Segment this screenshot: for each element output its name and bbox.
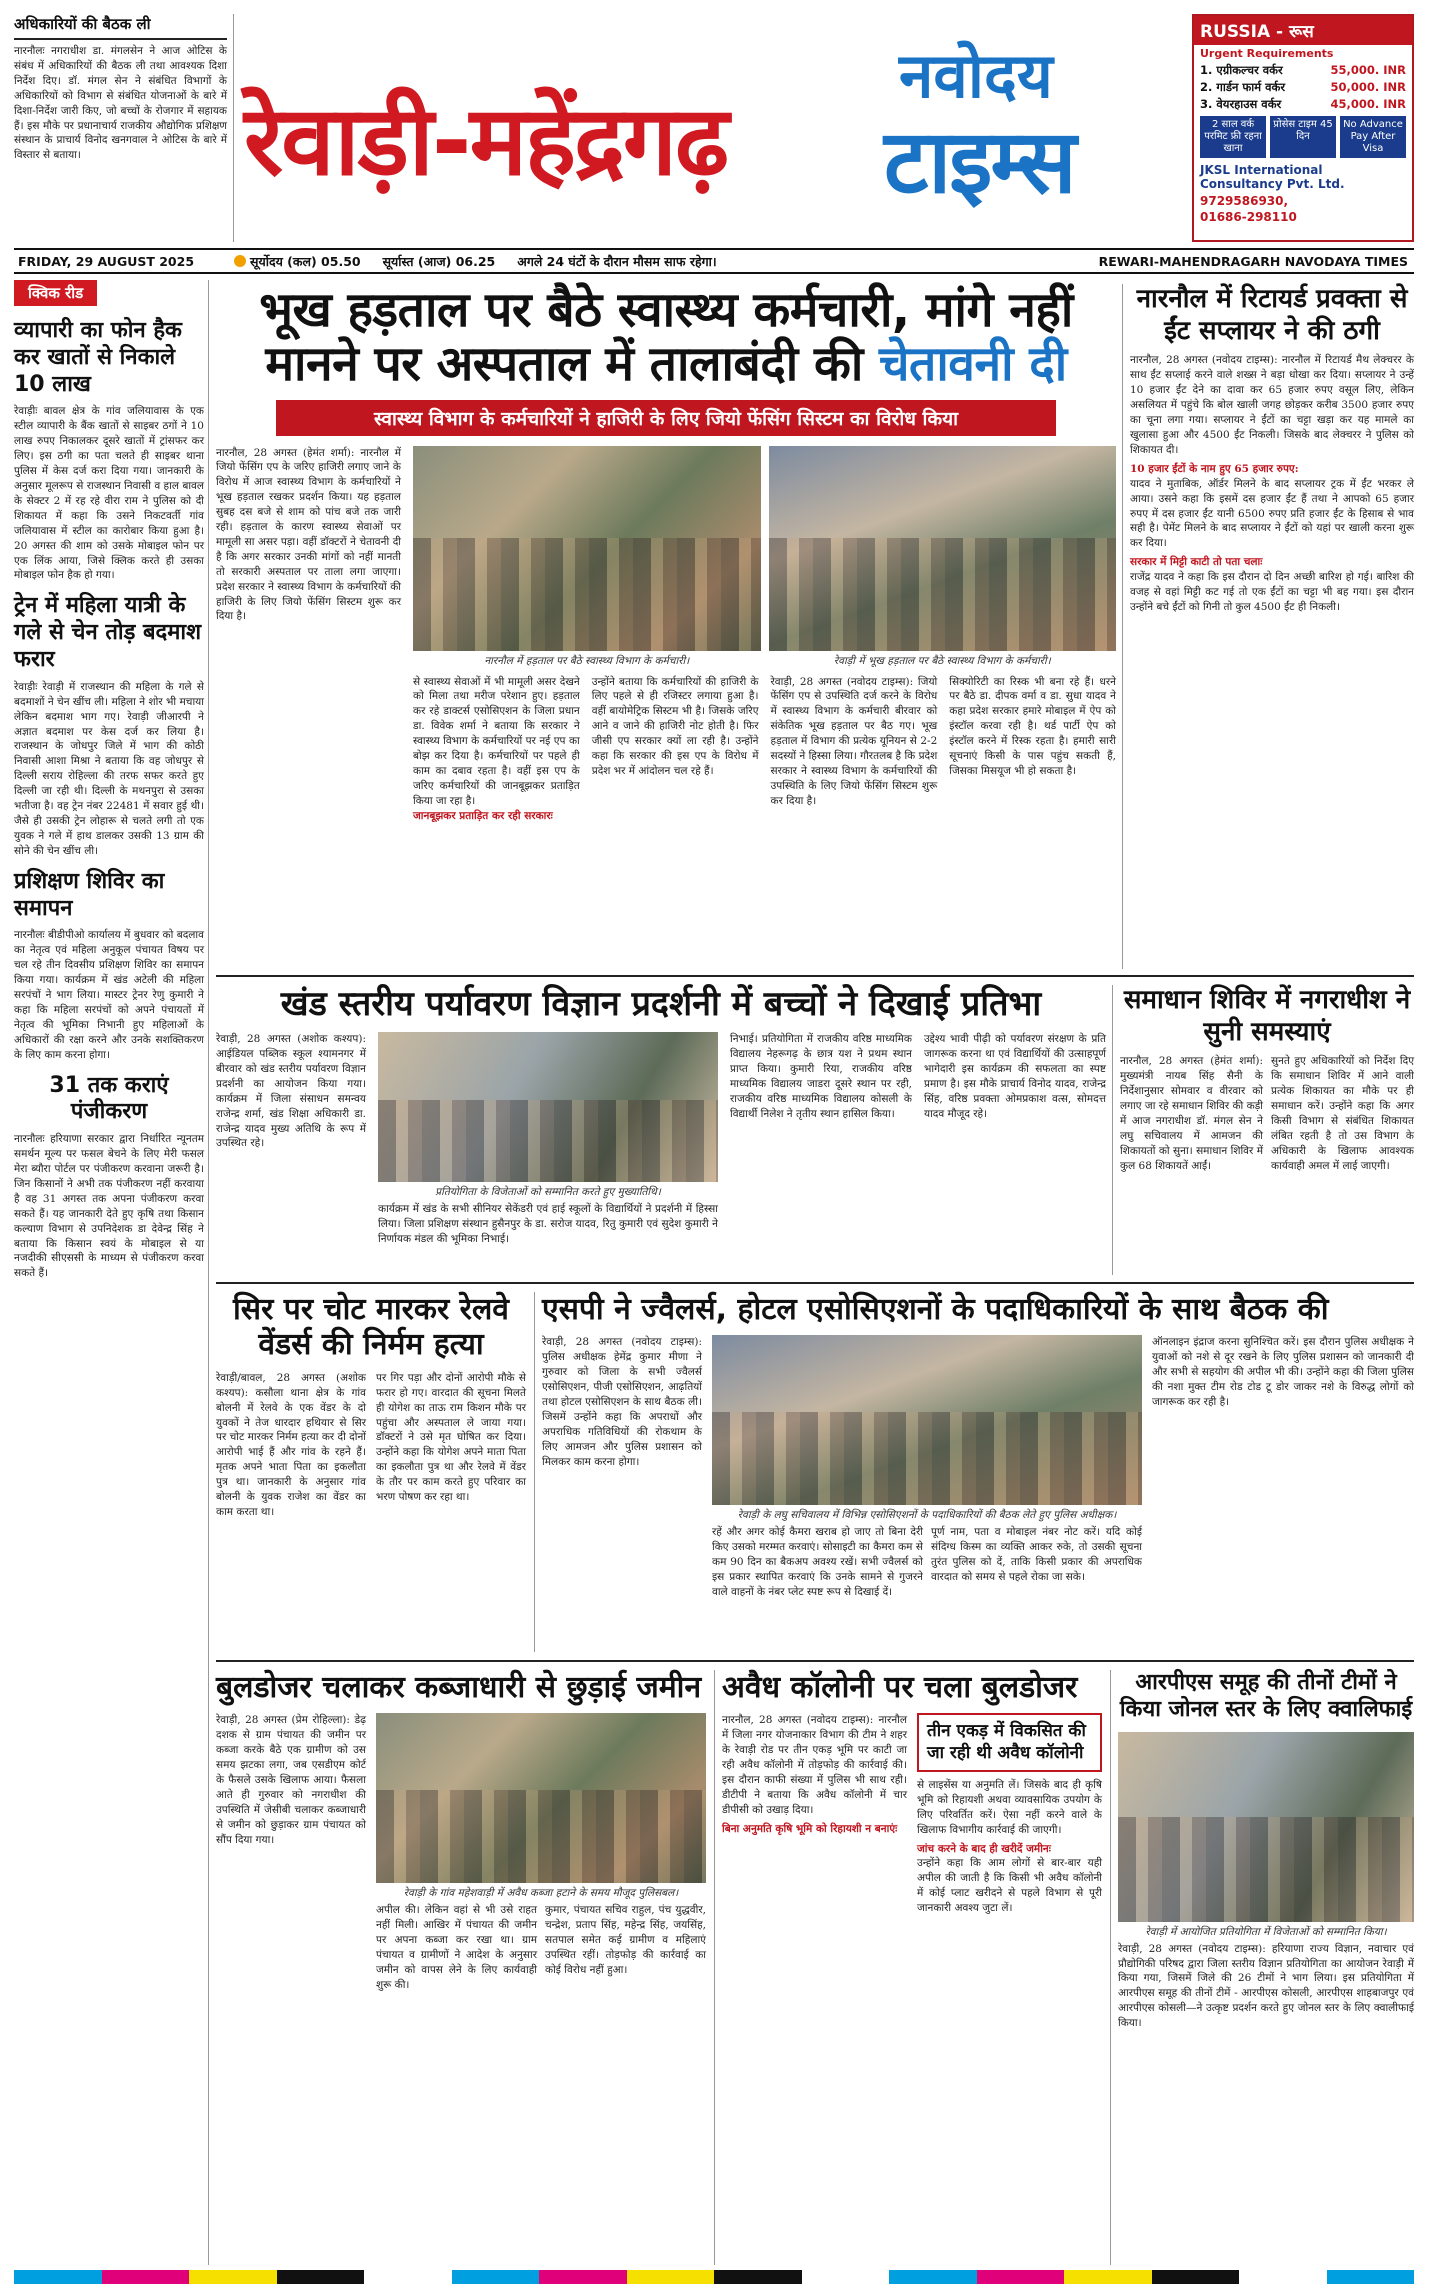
- section-divider: [216, 975, 1414, 977]
- story-body: सिक्योरिटी का रिस्क भी बना रहे हैं। धरने पर बैठे डा. दीपक वर्मा व डा. सुधा यादव ने कहा प्रदेश सरकार हमारे मोबाइल में ऐप को इंस्टॉल करवा रही है। थर्ड पार्टी ऐप को इंस्टॉल करने में रिस्क रहता है। हमारी सारी सूचनाएं किसी के पास पहुंच सकती हैं, जिसका मिसयूज भी हो सकता है।: [949, 675, 1116, 777]
- story-headline[interactable]: प्रशिक्षण शिविर का समापन: [14, 868, 165, 921]
- sun-icon: [234, 255, 246, 267]
- ad-country: RUSSIA - रूस: [1194, 16, 1412, 45]
- story-body: ऑनलाइन इंद्राज करना सुनिश्चित करें। इस दौरान पुलिस अधीक्षक ने युवाओं को नशे से दूर रखने के लिए पुलिस प्रशासन को जानकारी दी और सभी से सहयोग की अपील भी की। उन्होंने कहा की जिला पुलिस की नशा मुक्त टीम रोड टोड टू डोर जाकर नशे के विरुद्ध लोगों को जागरूक कर रही है।: [1152, 1336, 1414, 1409]
- story-body: रेवाड़ीः रेवाड़ी में राजस्थान की महिला के गले से बदमाशों ने चेन खींच ली। महिला ने शोर भी मचाया लेकिन बदमाश भाग गए। रेवाड़ी जीआरपी ने अज्ञात बदमाश पर केस दर्ज कर लिया है। राजस्थान के जोधपुर जिले में भाग की कोठी निवासी आशा मिश्रा ने बताया कि वह जोधपुर से दिल्ली सराय रोहिल्ला की तरफ सफर करते हुए दिल्ली जा रही थी। दिल्ली के मथनपुरा से उसका भतीजा है। वह ट्रेन नंबर 22481 में सवार हुई थी। जैसे ही उसकी ट्रेन लोहारू से चलते लगी तो एक युवक ने गले में हाथ डालकर उसकी 13 ग्राम की सोने की चेन खींच ली।: [14, 680, 204, 857]
- masthead: [14, 14, 1414, 242]
- ad-job-name: 1. एग्रीकल्चर वर्कर: [1200, 63, 1283, 77]
- column-divider: [534, 1292, 535, 1652]
- story-headline[interactable]: सिर पर चोट मारकर रेलवे वेंडर्स की निर्मम हत्या: [233, 1292, 509, 1363]
- newspaper-title: [244, 32, 1164, 232]
- column-divider: [714, 1670, 715, 2265]
- print-color-bars: [14, 2270, 1414, 2284]
- ad-phone[interactable]: 9729586930,: [1200, 194, 1289, 208]
- sunset: [383, 253, 496, 270]
- photo-exhibition: [378, 1032, 718, 1182]
- story-body: निभाई। प्रतियोगिता में राजकीय वरिष्ठ माध्यमिक विद्यालय नेहरूगढ़ के छात्र यश ने प्रथम स्थान प्राप्त किया। कुमारी रिया, राजकीय वरिष्ठ माध्यमिक विद्यालय जाडरा दूसरे स्थान पर रही, राजकीय वरिष्ठ माध्यमिक विद्यालय कोसली के विद्यार्थी निलेश ने तृतीय स्थान हासिल किया।: [730, 1033, 912, 1120]
- ad-job-row: [1194, 96, 1412, 113]
- ad-feature: 2 साल वर्क परमिट फ्री रहना खाना: [1200, 116, 1266, 158]
- brief-title: अधिकारियों की बैठक ली: [14, 14, 227, 40]
- column-divider: [1122, 284, 1123, 969]
- title-top: नवोदय: [899, 39, 1053, 112]
- quick-read-label: क्विक रीड: [14, 280, 97, 306]
- story-subhead: बिना अनुमति कृषि भूमि को रिहायशी न बनाएंः: [722, 1822, 898, 1835]
- lead-col: [216, 446, 401, 824]
- title-main: रेवाड़ी-महेंद्रगढ़: [244, 85, 728, 197]
- bulldozer-land-story: [216, 1670, 706, 1993]
- story-body: रेवाड़ी, 28 अगस्त (नवोदय टाइम्स): पुलिस अधीक्षक हेमेंद्र कुमार मीणा ने गुरुवार को जिला के सभी ज्वैलर्स एसोसिएशन, पीजी एसोसिएशन, आढ़तियों तथा होटल एसोसिएशन के साथ बैठक ली। जिसमें उन्होंने कहा कि अपराधों और अपराधिक गतिविधियों की रोकथाम के लिए आमजन और पुलिस प्रशासन को मिलकर काम करना होगा।: [542, 1336, 702, 1468]
- photo-sp-meeting: [712, 1335, 1142, 1505]
- story-subhead: जानबूझकर प्रताड़ित कर रही सरकारः: [413, 809, 553, 822]
- story-headline[interactable]: बुलडोजर चलाकर कब्जाधारी से छुड़ाई जमीन: [216, 1670, 702, 1705]
- lead-photos: [413, 446, 1116, 824]
- issue-date: FRIDAY, 29 AUGUST 2025: [18, 253, 195, 269]
- story-headline[interactable]: एसपी ने ज्वैलर्स, होटल एसोसिएशनों के पदाधिकारियों के साथ बैठक की: [542, 1292, 1329, 1327]
- lead-kicker: स्वास्थ्य विभाग के कर्मचारियों ने हाजिरी के लिए जियो फेंसिंग सिस्टम का विरोध किया: [276, 400, 1056, 436]
- title-right: टाइम्स: [884, 110, 1075, 213]
- story-body: अपील की। लेकिन वहां से भी उसे राहत नहीं मिली। आखिर में पंचायत की जमीन पर अपना कब्जा कर रखा था। ग्राम पंचायत व ग्रामीणों ने आदेश के अनुसार जमीन को वापस लेने के लिए कार्यवाही शुरू की।: [376, 1904, 537, 1991]
- story-body: से लाइसेंस या अनुमति लें। जिसके बाद ही कृषि भूमि को रिहायशी अथवा व्यावसायिक उपयोग के लिए परिवर्तित करें। ऐसा नहीं करने वाले के खिलाफ विभागीय कार्रवाई की जाएगी।: [917, 1778, 1102, 1836]
- quick-read-column: [14, 280, 204, 2280]
- story-headline[interactable]: 31 तक कराएं पंजीकरण: [49, 1072, 169, 1125]
- section-divider: [216, 1660, 1414, 1662]
- story-body: पूर्ण नाम, पता व मोबाइल नंबर नोट करें। यदि कोई संदिग्ध किस्म का व्यक्ति आकर रुके, तो उसकी सूचना तुरंत पुलिस को दें, ताकि किसी प्रकार की अपराधिक वारदात को समय से पहले रोका जा सके।: [931, 1526, 1142, 1584]
- narnaul-fraud-story: [1130, 284, 1414, 615]
- ad-job-row: [1194, 79, 1412, 96]
- ad-job-pay: 45,000. INR: [1330, 97, 1406, 111]
- ad-features: [1194, 113, 1412, 161]
- story-body: नारनौलः हरियाणा सरकार द्वारा निर्धारित न्यूनतम समर्थन मूल्य पर फसल बेचने के लिए मेरी फसल मेरा ब्यौरा पोर्टल पर पंजीकरण करवाना जरूरी है। जिन किसानों ने अभी तक पंजीकरण नहीं करवाया है वह 31 अगस्त तक अपना पंजीकरण करवा सकते हैं। यह जानकारी देते हुए कृषि तथा किसान कल्याण विभाग से उपनिदेशक डा देवेन्द्र सिंह ने बताया कि किसान स्वयं के मोबाइल से या नजदीकी सीएससी के माध्यम से पंजीकरण करवा सकते हैं।: [14, 1133, 204, 1280]
- exhibition-story: [216, 985, 1106, 1247]
- column-divider: [208, 280, 209, 2265]
- story-body: उन्होंने कहा कि आम लोगों से बार-बार यही अपील की जाती है कि किसी भी अवैध कॉलोनी में कोई प्लाट खरीदने से पहले विभाग से पूरी जानकारी अवश्य जुटा लें।: [917, 1857, 1102, 1915]
- ad-feature: प्रोसेस टाइम 45 दिन: [1270, 116, 1336, 158]
- ad-job-name: 2. गार्डन फार्म वर्कर: [1200, 80, 1286, 94]
- story-body: यादव ने मुताबिक, ऑर्डर मिलने के बाद सप्लायर ट्रक में ईंट भरकर ले आया। उसने कहा कि इसमें दस हजार ईंट हैं तथा ने आपको 65 हजार रुपए में दस हजार ईंट यानी 6500 रुपए प्रति हजार ईंट के हिसाब से भाव सही है। पेमेंट मिलने के बाद सप्लायर ने ईंटों को यहां पर खाली करना शुरू कर दिया।: [1130, 477, 1414, 550]
- story-body: कार्यक्रम में खंड के सभी सीनियर सेकेंडरी एवं हाई स्कूलों के विद्यार्थियों ने प्रदर्शनी में हिस्सा लिया। जिला प्रशिक्षण संस्थान हुसैनपुर के डा. सरोज यादव, रितु कुमारी एवं सुदेश कुमारी ने निर्णायक मंडल की भूमिका निभाई।: [378, 1203, 718, 1245]
- ad-job-name: 3. वेयरहाउस वर्कर: [1200, 97, 1282, 111]
- ad-phone[interactable]: 01686-298110: [1200, 210, 1297, 224]
- lead-story: [216, 284, 1116, 824]
- story-body: नारनौल, 28 अगस्त (हेमंत शर्मा): नारनौल में जियो फेंसिंग एप के जरिए हाजिरी लगाए जाने के विरोध में आज स्वास्थ्य विभाग के कर्मचारियों ने भूख हड़ताल रखकर प्रदर्शन किया। यह हड़ताल सुबह दस बजे से शाम को पांच बजे तक जारी रही। हड़ताल के कारण स्वास्थ्य सेवाओं पर मामूली सा असर पड़ा। वहीं डॉक्टरों ने चेतावनी दी है कि अगर सरकार उनकी मांगों को नहीं मानती तो सरकारी अस्पताल पर ताला लगा जाएगा। प्रदेश सरकार ने स्वास्थ्य विभाग के कर्मचारियों की हाजिरी के लिए जियो फेंसिंग सिस्टम शुरू कर दिया है।: [216, 446, 401, 623]
- lead-headline-accent: चेतावनी दी: [878, 335, 1067, 392]
- story-body: राजेंद्र यादव ने कहा कि इस दौरान दो दिन अच्छी बारिश हो गई। बारिश की वजह से वहां मिट्टी कट गई तो एक ईंटों का चट्टा भी बह गया। इस दौरान उन्होंने बचे ईंटों को गिनी तो कुल 4500 ईंट ही निकली।: [1130, 571, 1414, 613]
- story-subhead: 10 हजार ईंटों के नाम हुए 65 हजार रुपए:: [1130, 462, 1299, 475]
- story-body: से स्वास्थ्य सेवाओं में भी मामूली असर देखने को मिला तथा मरीज परेशान हुए। हड़ताल कर रहे डाक्टर्स एसोसिएशन के जिला प्रधान डा. विवेक शर्मा ने बताया कि सरकार ने स्वास्थ्य विभाग के कर्मचारियों पर नई एप का बोझ कर दिया है। कर्मचारियों पर पहले ही काम का दबाव रहता है। वहीं इस एप के जरिए कर्मचारियों की जानबूझकर प्रताड़ित किया जा रहा है।: [413, 675, 580, 807]
- story-headline[interactable]: समाधान शिविर में नगराधीश ने सुनी समस्याएं: [1123, 985, 1411, 1047]
- photo-caption: रेवाड़ी के गांव महेशवाड़ी में अवैध कब्जा हटाने के समय मौजूद पुलिसबल।: [403, 1887, 679, 1900]
- story-body: रेवाड़ी, 28 अगस्त (नवोदय टाइम्स): हरियाणा राज्य विज्ञान, नवाचार एवं प्रौद्योगिकी परिषद द्वारा जिला स्तरीय विज्ञान प्रतियोगिता का आयोजन रेवाड़ी में किया गया, जिसमें जिले की 26 टीमों ने भाग लिया। इस प्रतियोगिता में आरपीएस समूह की तीनों टीमें - आरपीएस कोसली, आरपीएस शाहबाजपुर एवं आरपीएस कोसली—ने उत्कृष्ट प्रदर्शन करते हुए जोनल स्तर के लिए क्वालीफाई किया।: [1118, 1942, 1414, 2030]
- story-body: नारनौलः बीडीपीओ कार्यालय में बुधवार को बदलाव का नेतृत्व एवं महिला अनुकूल पंचायत विषय पर चल रहे तीन दिवसीय प्रशिक्षण शिविर का समापन किया गया। कार्यक्रम में खंड अटेली की महिला सरपंचों ने भाग लिया। मास्टर ट्रेनर रेणु कुमारी ने कहा कि महिला सरपंचों को अपने पंचायतों में नेतृत्व की भूमिका निभानी हुए महिलाओं के अधिकारों की रक्षा करने और उनके सशक्तिकरण के लिए काम करना होगा।: [14, 929, 204, 1061]
- lead-headline-line1: भूख हड़ताल पर बैठे स्वास्थ्य कर्मचारी, मांगे नहीं: [259, 282, 1073, 338]
- story-headline[interactable]: नारनौल में रिटायर्ड प्रवक्ता से ईंट सप्लायर ने की ठगी: [1136, 284, 1408, 346]
- story-headline[interactable]: आरपीएस समूह की तीनों टीमों ने किया जोनल स्तर के लिए क्वालिफाई: [1119, 1670, 1413, 1722]
- photo-caption: रेवाड़ी के लघु सचिवालय में विभिन्न एसोसिएशनों के पदाधिकारियों की बैठक लेते हुए पुलिस अधीक्षक।: [737, 1509, 1117, 1522]
- story-body: रेवाड़ी/बावल, 28 अगस्त (अशोक कश्यप): कसौला थाना क्षेत्र के गांव बोलनी में रेलवे के एक वेंडर के दो युवकों ने तेज धारदार हथियार से सिर पर चोट मारकर निर्मम हत्या कर दी दोनों आरोपी भाई हैं और गांव के रहने हैं। मृतक अपने भाता पिता का इकलौता पुत्र था। जानकारी के अनुसार गांव बोलनी के युवक राजेश का वेंडर का काम करता था।: [216, 1371, 366, 1518]
- sp-meeting-story: [542, 1292, 1414, 1600]
- photo-strike-narnaul: [413, 446, 761, 651]
- sunrise-time: 05.50: [321, 253, 361, 269]
- story-body: रेवाड़ी, 28 अगस्त (प्रेम रोहिल्ला): डेढ़ दशक से ग्राम पंचायत की जमीन पर कब्जा करके बैठे एक ग्रामीण को उस समय झटका लगा, जब एसडीएम कोर्ट के फैसले उसके खिलाफ आया। फैसला आते ही गुरुवार को नगराधीश की उपस्थिति में जेसीबी चलाकर कब्जाधारी से जमीन को छुड़ाकर ग्राम पंचायत को सौंप दिया गया।: [216, 1714, 366, 1846]
- story-body: नारनौल, 28 अगस्त (हेमंत शर्मा): मुख्यमंत्री नायब सिंह सैनी के निर्देशानुसार सोमवार व वीरवार को लगाए जा रहे समाधान शिविर की कड़ी में आज नगराधीश डॉ. मंगल सेन ने लघु सचिवालय में आमजन की शिकायतों को सुना। समाधान शिविर में कुल 68 शिकायतें आईं।: [1120, 1055, 1263, 1172]
- brand-name: REWARI-MAHENDRAGARH NAVODAYA TIMES: [1098, 253, 1408, 269]
- story-headline[interactable]: खंड स्तरीय पर्यावरण विज्ञान प्रदर्शनी में बच्चों ने दिखाई प्रतिभा: [280, 984, 1042, 1024]
- column-divider: [1112, 985, 1113, 1275]
- rps-story: [1118, 1670, 1414, 2031]
- story-body: रहें और अगर कोई कैमरा खराब हो जाए तो बिना देरी किए उसको मरम्मत करवाएं। सोसाइटी का कैमरा कम से कम 90 दिन का बैकअप अवश्य रखें। सभी ज्वैलर्स को इस प्रकार स्थापित करवाएं कि उनके सामने से गुजरने वाले वाहनों के नंबर प्लेट स्पष्ट रूप से दिखाई दें।: [712, 1526, 923, 1599]
- story-body: सुनते हुए अधिकारियों को निर्देश दिए कि समाधान शिविर में आने वाली प्रत्येक शिकायत का मौके पर ही समाधान करें। उन्होंने कहा कि अगर किसी विभाग से संबंधित शिकायत लंबित रहती है तो उस विभाग के अधिकारी के खिलाफ आवश्यक कार्यवाही अमल में लाई जाएगी।: [1271, 1055, 1414, 1172]
- story-body: नारनौल, 28 अगस्त (नवोदय टाइम्स): नारनौल में जिला नगर योजनाकार विभाग की टीम ने शहर के रेवाड़ी रोड पर तीन एकड़ भूमि पर काटी जा रही अवैध कॉलोनी में तोड़फोड़ की कार्रवाई की। इस दौरान काफी संख्या में पुलिस भी साथ रही। डीटीपी ने बताया कि अवैध कॉलोनी में चार डीपीसी को उखाड़ दिया।: [722, 1714, 907, 1816]
- story-body: पर गिर पड़ा और दोनों आरोपी मौके से फरार हो गए। वारदात की सूचना मिलते ही योगेश का ताऊ राम किशन मौके पर पहुंचा और अस्पताल ले जाया गया। डॉक्टरों ने उसे मृत घोषित कर दिया। उन्होंने कहा कि योगेश अपने माता पिता का इकलौता पुत्र था और रेलवे में वेंडर के तौर पर काम करते हुए परिवार का भरण पोषण कर रहा था।: [376, 1371, 526, 1504]
- inset-title: तीन एकड़ में विकसित की जा रही थी अवैध कॉलोनी: [927, 1721, 1086, 1763]
- railway-story: [216, 1292, 526, 1520]
- sunrise: [234, 253, 361, 270]
- story-body: उन्होंने बताया कि कर्मचारियों की हाजिरी के लिए पहले से ही रजिस्टर लगाया हुआ है। वहीं बायोमेट्रिक सिस्टम भी है। जिसके जरिए आने व जाने की हाजिरी नोट होती है। फिर जीसी एप सरकार क्यों ला रही है। उन्होंने कहा कि सरकार की इस एप के विरोध में प्रदेश भर में आंदोलन चल रहे हैं।: [591, 675, 759, 777]
- story-subhead: सरकार में मिट्टी काटी तो पता चलाः: [1130, 556, 1263, 569]
- ad-job-pay: 55,000. INR: [1330, 63, 1406, 77]
- story-body: रेवाड़ीः बावल क्षेत्र के गांव जलियावास के एक स्टील व्यापारी के बैंक खातों से साइबर ठगों ने 10 लाख रुपए निकालकर दूसरे खातों में ट्रांसफर कर लिए। इस ठगी का पता चलते ही साइबर थाना पुलिस में केस दर्ज करा दिया गया। जानकारी के अनुसार मूलरूप से राजस्थान निवासी व हाल बावल के सेक्टर 2 में रह रहे वीरा राम ने पुलिस को दी शिकायत में कहा कि उसने निकटवर्ती गांव जलियावास में स्टील का कारोबार किया हुआ है। 20 अगस्त की शाम को उसके मोबाइल फोन पर एक लिंक आया, जिसे क्लिक करते ही उसका मोबाइल फोन हैक हो गया।: [14, 405, 204, 582]
- samadhan-story: [1120, 985, 1414, 1174]
- photo-rps-winners: [1118, 1732, 1414, 1922]
- illegal-colony-story: [722, 1670, 1102, 1916]
- story-body: कुमार, पंचायत सचिव राहुल, पंच युद्धवीर, चन्द्रेश, प्रताप सिंह, महेन्द्र सिंह, जयसिंह, सतपाल समेत कई ग्रामीण व महिलाएं उपस्थित रहीं। तोड़फोड़ की कार्रवाई का कोई विरोध नहीं हुआ।: [545, 1904, 706, 1977]
- photo-bulldozer: [376, 1713, 706, 1883]
- story-body: रेवाड़ी, 28 अगस्त (अशोक कश्यप): आईडियल पब्लिक स्कूल श्यामनगर में बीरवार को खंड स्तरीय पर्यावरण विज्ञान प्रदर्शनी का आयोजन किया गया। कार्यक्रम में जिला संसाधन समन्वय राजेन्द्र शर्मा, खंड शिक्षा अधिकारी डा. राजेन्द्र यादव मुख्य अतिथि के रूप में उपस्थित रहे।: [216, 1033, 366, 1150]
- lead-headline[interactable]: [216, 284, 1116, 392]
- story-body: उद्देश्य भावी पीढ़ी को पर्यावरण संरक्षण के प्रति जागरूक करना था एवं विद्यार्थियों की उत्साहपूर्ण भागेदारी इस कार्यक्रम की सफलता का स्पष्ट प्रमाण है। इस मौके प्राचार्य विनोद यादव, राजेन्द्र सिंह, वरिष्ठ प्रवक्ता ओमप्रकाश वत्स, सोमदत्त यादव मौजूद रहे।: [924, 1033, 1106, 1120]
- story-body: रेवाड़ी, 28 अगस्त (नवोदय टाइम्स): जियो फेंसिंग एप से उपस्थिति दर्ज करने के विरोध में स्वास्थ्य विभाग के कर्मचारी बीरवार को संकेतिक भूख हड़ताल पर बैठ गए। भूख हड़ताल में विभाग की प्रत्येक यूनियन से 2-2 सदस्यों ने हिस्सा लिया। गौरतलब है कि प्रदेश सरकार ने स्वास्थ्य विभाग के कर्मचारियों की उपस्थिति के लिए जियो फेंसिंग सिस्टम शुरू कर दिया है।: [770, 675, 938, 807]
- inset-box: [917, 1713, 1102, 1772]
- weather: अगले 24 घंटों के दौरान मौसम साफ रहेगा।: [517, 253, 717, 269]
- photo-caption: रेवाड़ी में आयोजित प्रतियोगिता में विजेताओं को सम्मानित किया।: [1145, 1925, 1387, 1938]
- photo-strike-rewari: [769, 446, 1117, 651]
- column-divider: [1110, 1670, 1111, 2265]
- story-headline[interactable]: अवैध कॉलोनी पर चला बुलडोजर: [722, 1670, 1078, 1705]
- photo-caption: नारनौल में हड़ताल पर बैठे स्वास्थ्य विभाग के कर्मचारी।: [484, 654, 690, 667]
- photo-caption: रेवाड़ी में भूख हड़ताल पर बैठे स्वास्थ्य विभाग के कर्मचारी।: [833, 654, 1051, 667]
- story-subhead: जांच करने के बाद ही खरीदें जमीनः: [917, 1842, 1051, 1855]
- story-headline[interactable]: व्यापारी का फोन हैक कर खातों से निकाले 10 लाख: [14, 318, 182, 397]
- sunset-time: 06.25: [455, 253, 496, 269]
- masthead-brief: [14, 14, 234, 242]
- ad-feature: No Advance Pay After Visa: [1340, 116, 1406, 158]
- story-body: नारनौल, 28 अगस्त (नवोदय टाइम्स): नारनौल में रिटायर्ड मैथ लेक्चरर के साथ ईंट सप्लाई करने वाले शख्स ने बड़ा धोखा कर दिया। सप्लायर ने उन्हें 10 हजार ईंट देने का दावा कर 65 हजार रुपए वसूल लिए, लेकिन असलियत में पहुंचे कि बोल खाली जगह छोड़कर करीब 3500 हजार रुपए का चूना लगा गया। सप्लायर ने ईंटों का चट्टा खड़ा कर यह मामले का खुलासा हुआ और 4500 ईंट निकली। जिसके बाद लेक्चरर ने पुलिस को शिकायत दी।: [1130, 354, 1414, 456]
- russia-jobs-ad[interactable]: [1192, 14, 1414, 242]
- date-bar: [14, 248, 1414, 274]
- story-headline[interactable]: ट्रेन में महिला यात्री के गले से चेन तोड़ बदमाश फरार: [14, 593, 202, 673]
- sunset-label: सूर्यास्त (आज): [382, 253, 452, 269]
- ad-company: JKSL International Consultancy Pvt. Ltd.: [1200, 163, 1345, 191]
- ad-job-row: [1194, 62, 1412, 79]
- ad-job-pay: 50,000. INR: [1330, 80, 1406, 94]
- brief-body: नारनौलः नगराधीश डा. मंगलसेन ने आज ओटिस के संबंध में अधिकारियों की बैठक ली तथा आवश्यक दिशा निर्देश दिए। डॉ. मंगल सेन ने संबंधित विभागों के अधिकारियों को विभाग से संबंधित योजनाओं के बारे में दिशा-निर्देश जारी किए, जो बच्चों के रोजगार में सहायक हैं। इस मौके पर प्रधानाचार्य राजकीय औद्योगिक प्रशिक्षण संस्थान के प्राचार्य विनोद खनगवाल ने ओटिस के बारे में विस्तार से बताया।: [14, 45, 227, 162]
- photo-caption: प्रतियोगिता के विजेताओं को सम्मानित करते हुए मुख्यातिथि।: [435, 1186, 661, 1199]
- sunrise-label: सूर्योदय (कल): [250, 253, 317, 269]
- ad-requirement: Urgent Requirements: [1200, 47, 1334, 60]
- section-divider: [216, 1282, 1414, 1284]
- lead-headline-line2: मानने पर अस्पताल में तालाबंदी की: [265, 335, 863, 392]
